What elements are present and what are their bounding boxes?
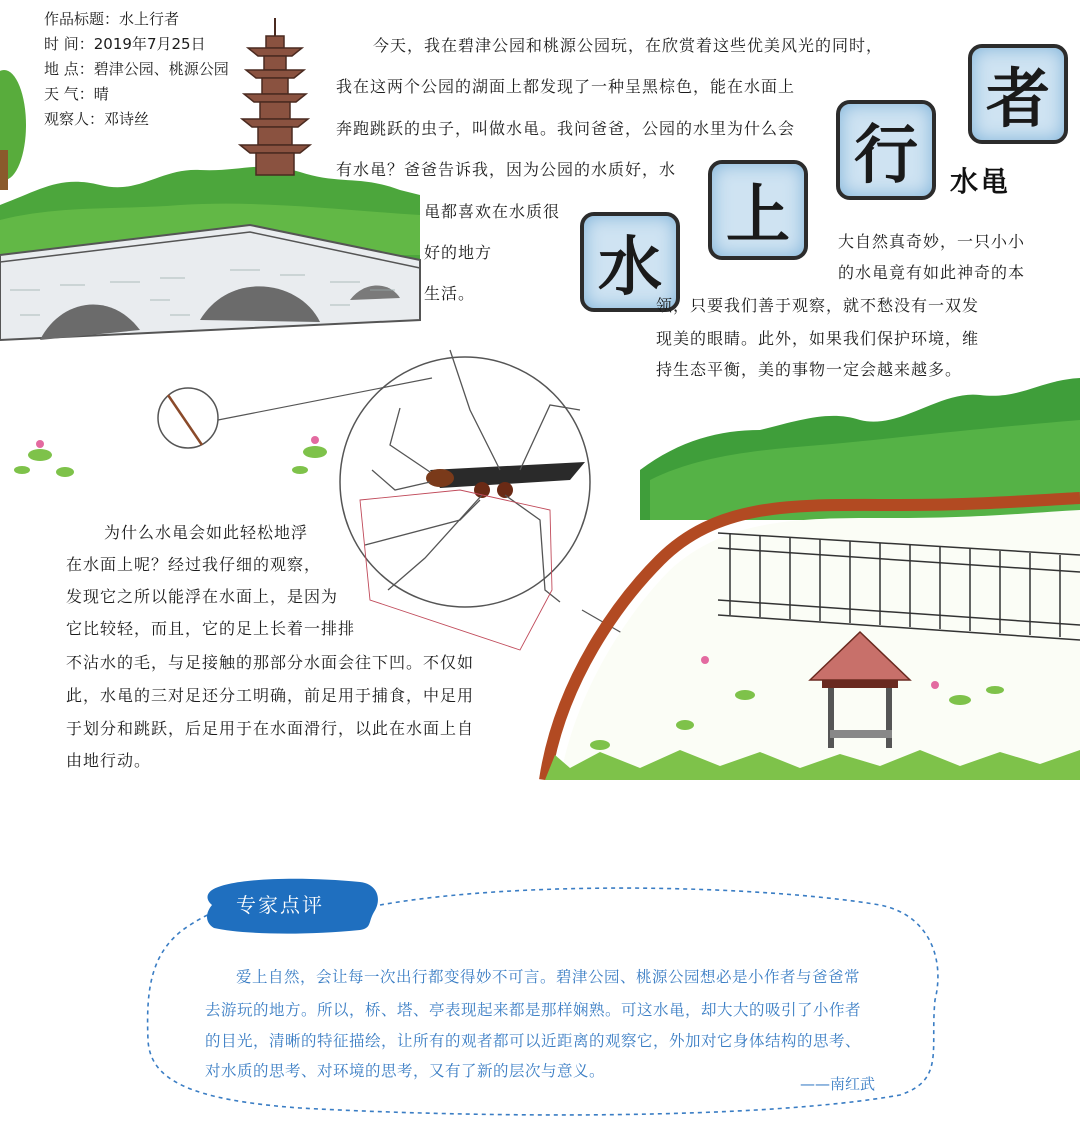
title-char-water: 水 — [580, 212, 680, 312]
subtitle-water-strider: 水黾 — [950, 165, 1011, 198]
intro-line-7: 生活。 — [424, 284, 476, 303]
expert-line-4: 对水质的思考、对环境的思考，又有了新的层次与意义。 — [205, 1061, 606, 1080]
expert-line-3: 的目光，清晰的特征描绘，让所有的观者都可以近距离的观察它，外加对它身体结构的思考、 — [205, 1031, 862, 1050]
title-char-on: 上 — [708, 160, 808, 260]
why-line-3: 发现它之所以能浮在水面上，是因为 — [66, 587, 339, 606]
nature-line-5: 持生态平衡，美的事物一定会越来越多。 — [656, 360, 963, 379]
meta-time: 时 间：2019年7月25日 — [44, 35, 206, 53]
expert-signature: ——南红武 — [800, 1075, 876, 1093]
expert-line-2: 去游玩的地方。所以，桥、塔、亭表现起来都是那样娴熟。可这水黾，却大大的吸引了小作者 — [205, 1000, 862, 1019]
why-line-7: 于划分和跳跃，后足用于在水面滑行，以此在水面上自 — [66, 719, 475, 738]
why-line-6: 此，水黾的三对足还分工明确，前足用于捕食，中足用 — [66, 686, 475, 705]
meta-observer: 观察人：邓诗丝 — [44, 110, 150, 128]
meta-weather: 天 气：晴 — [44, 85, 109, 103]
expert-line-1: 爱上自然，会让每一次出行都变得妙不可言。碧津公园、桃源公园想必是小作者与爸爸常 — [236, 967, 861, 986]
title-char-walk: 行 — [836, 100, 936, 200]
why-line-8: 由地行动。 — [66, 751, 152, 770]
why-line-4: 它比较轻，而且，它的足上长着一排排 — [66, 619, 356, 638]
meta-title: 作品标题：水上行者 — [44, 10, 180, 28]
nature-line-2: 的水黾竟有如此神奇的本 — [838, 263, 1026, 282]
nature-line-1: 大自然真奇妙，一只小小 — [838, 232, 1026, 251]
meta-place: 地 点：碧津公园、桃源公园 — [44, 60, 229, 78]
title-char-one: 者 — [968, 44, 1068, 144]
why-line-1: 为什么水黾会如此轻松地浮 — [104, 523, 309, 542]
nature-line-3: 领，只要我们善于观察，就不愁没有一双发 — [656, 296, 980, 315]
expert-badge-label: 专家点评 — [236, 893, 324, 917]
intro-line-6: 好的地方 — [424, 243, 493, 262]
nature-line-4: 现美的眼睛。此外，如果我们保护环境，维 — [656, 329, 980, 348]
why-line-5: 不沾水的毛，与足接触的那部分水面会往下凹。不仅如 — [66, 653, 475, 672]
intro-line-4: 有水黾？爸爸告诉我，因为公园的水质好，水 — [336, 160, 677, 179]
why-line-2: 在水面上呢？经过我仔细的观察， — [66, 555, 322, 574]
intro-line-5: 黾都喜欢在水质很 — [424, 202, 561, 221]
intro-line-3: 奔跑跳跃的虫子，叫做水黾。我问爸爸，公园的水里为什么会 — [336, 119, 796, 138]
intro-line-1: 今天，我在碧津公园和桃源公园玩，在欣赏着这些优美风光的同时， — [373, 36, 884, 55]
intro-line-2: 我在这两个公园的湖面上都发现了一种呈黑棕色，能在水面上 — [336, 77, 796, 96]
